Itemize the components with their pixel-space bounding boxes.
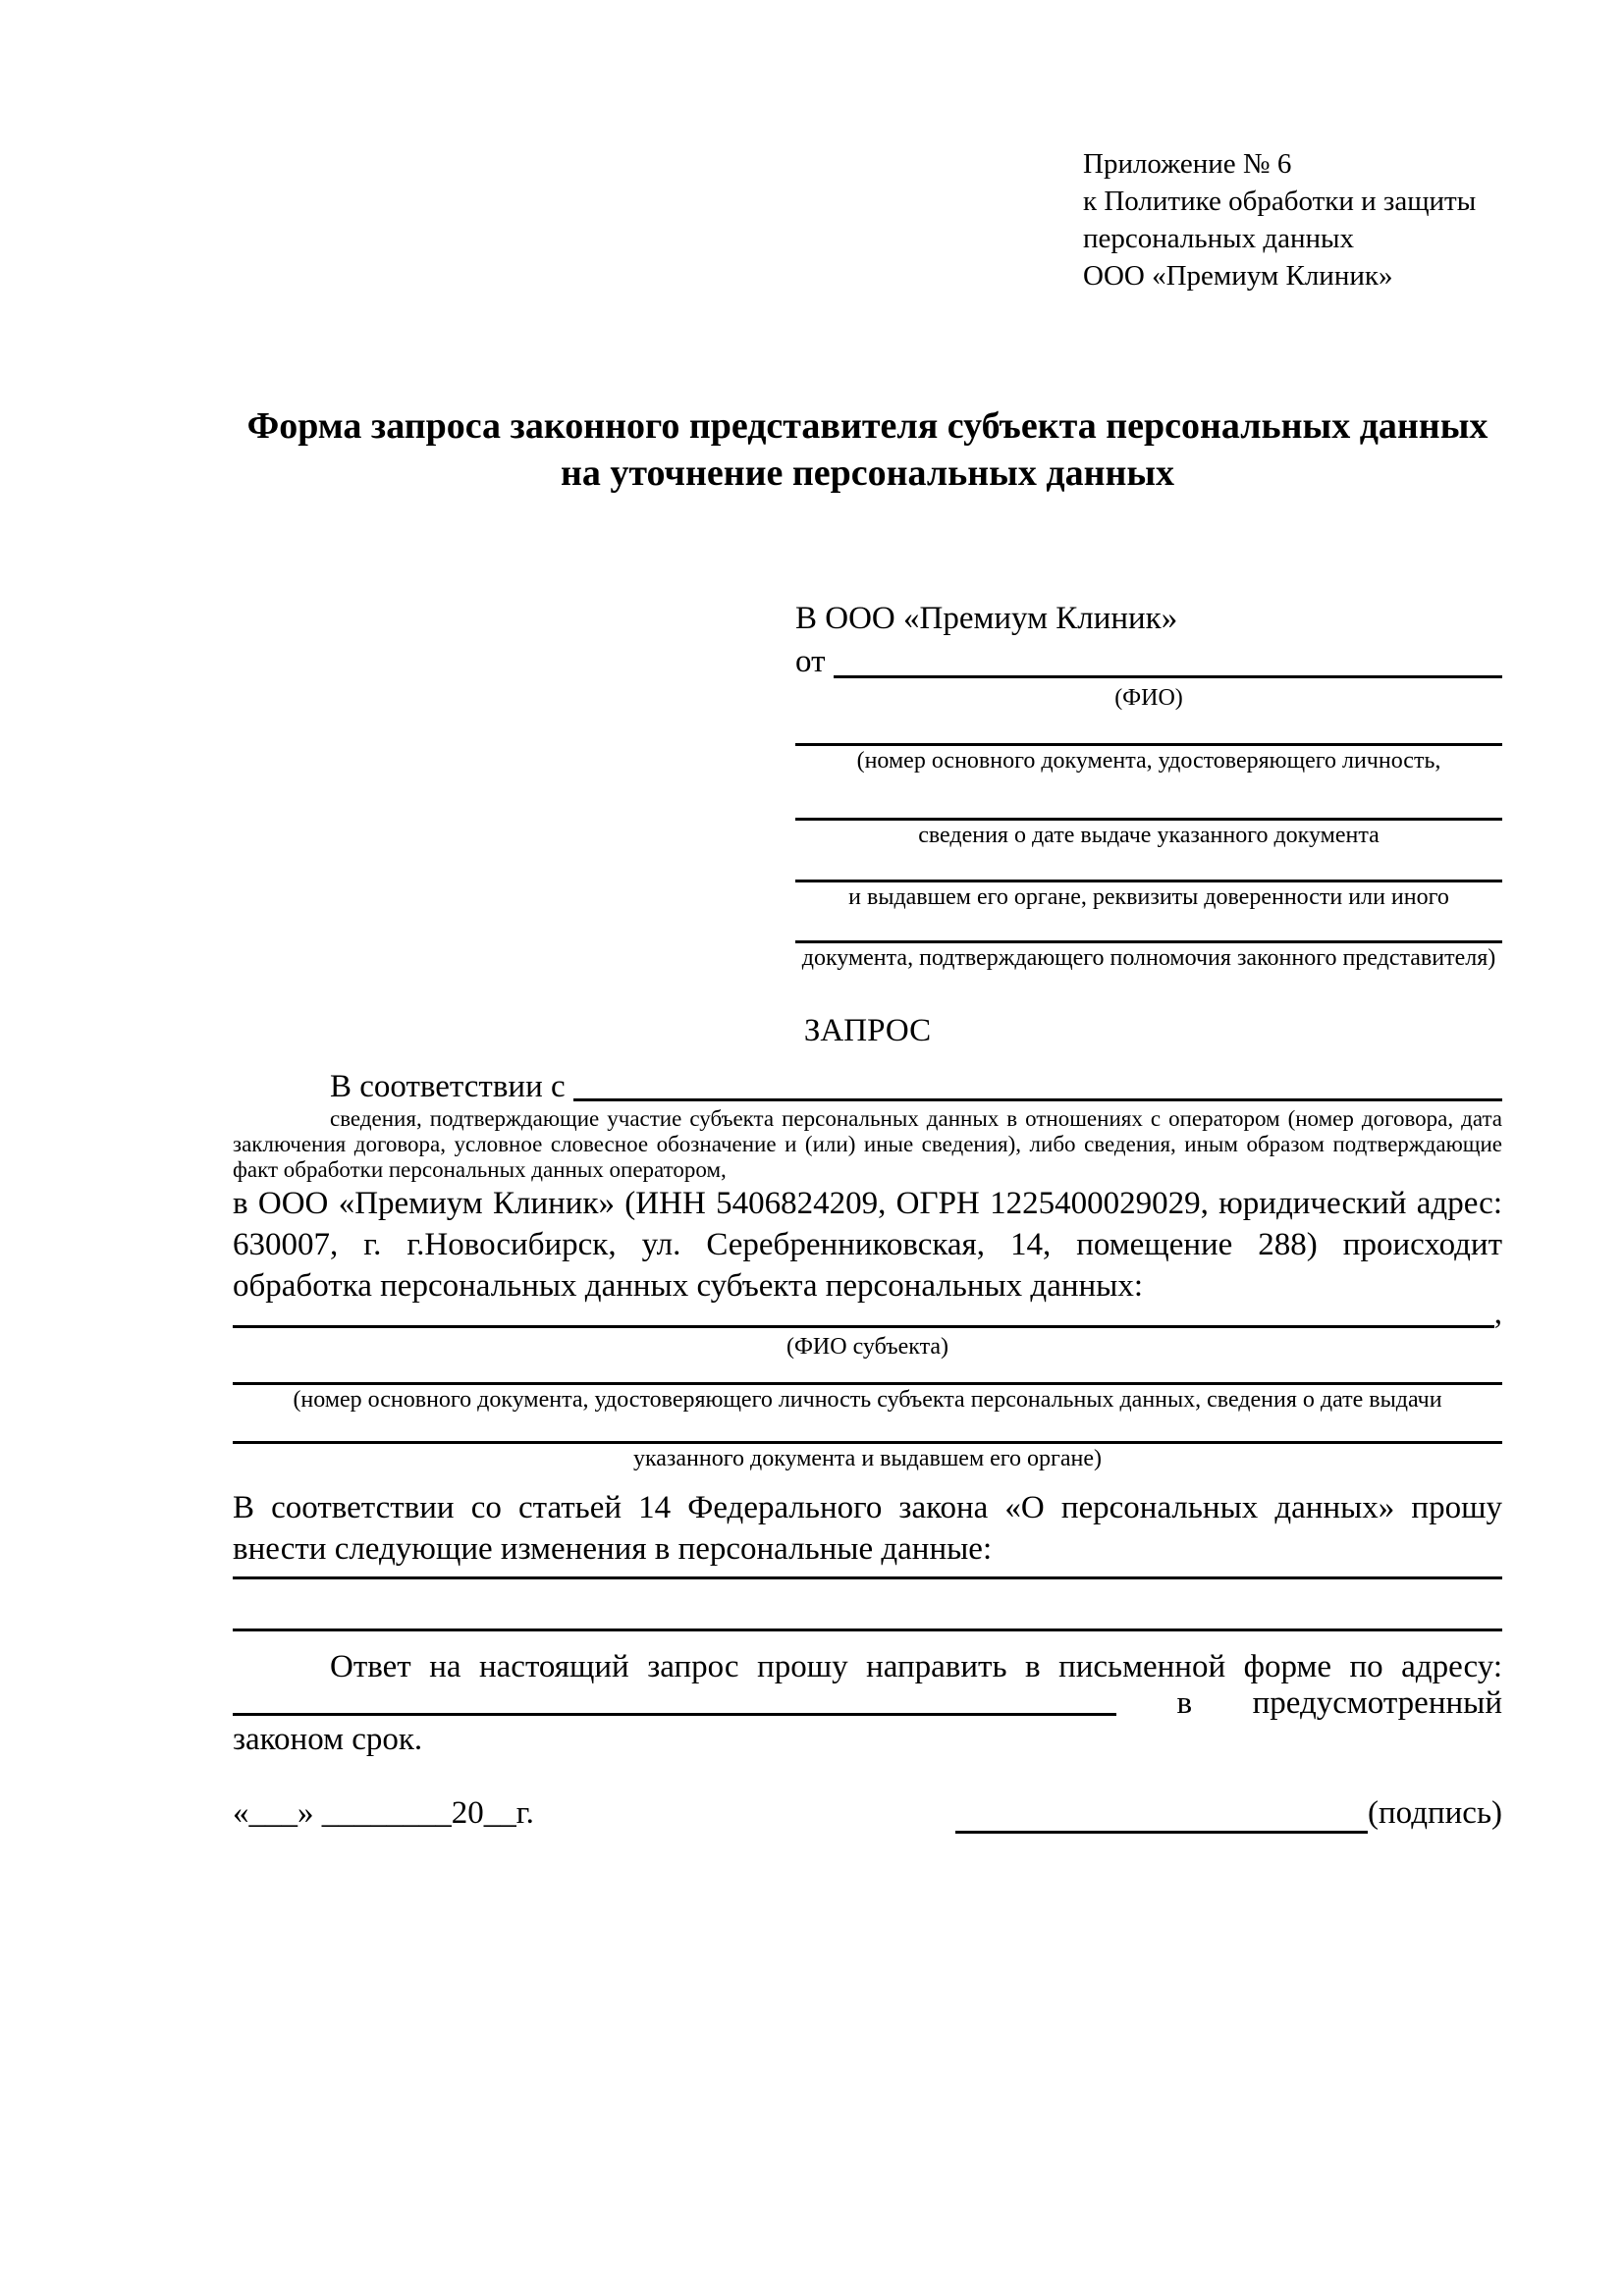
signature-row	[233, 1792, 1502, 1834]
representative-doc-blank-line	[795, 775, 1502, 821]
answer-word: предусмотренный	[1252, 1685, 1502, 1721]
answer-paragraph-line3: законом срок.	[233, 1722, 423, 1757]
subject-doc-blank-line	[233, 1362, 1502, 1385]
from-label: от	[795, 644, 834, 679]
answer-paragraph-line2	[233, 1686, 1502, 1720]
signature-caption: (подпись)	[1368, 1795, 1502, 1831]
addressee-org: В ООО «Премиум Клиник»	[795, 601, 1178, 636]
subject-doc-caption: указанного документа и выдавшем его органе)	[632, 1446, 1103, 1471]
subject-fio-caption: (ФИО субъекта)	[785, 1334, 949, 1360]
comma: ,	[1493, 1296, 1502, 1331]
article-paragraph: В соответствии со статьей 14 Федерального закона «О персональных данных» прошу внести следующие изменения в персональные данные:	[233, 1490, 1502, 1567]
annex-header-line: Приложение № 6	[1083, 148, 1292, 180]
answer-word: в	[1176, 1685, 1193, 1721]
subject-fio-line	[233, 1295, 1502, 1332]
operator-paragraph: в ООО «Премиум Клиник» (ИНН 5406824209, ОГРН 1225400029029, юридический адрес: 630007, г. г.Новосибирск, ул. Серебренниковская, 14, помещение 288) происходит обработка персональных данных субъекта персональных данных:	[233, 1186, 1502, 1304]
signature-blank-line	[955, 1800, 1368, 1834]
annex-header-line: ООО «Премиум Клиник»	[1083, 260, 1393, 292]
answer-paragraph-line1: Ответ на настоящий запрос прошу направить в письменной форме по адресу:	[330, 1649, 1502, 1684]
representative-doc-blank-line	[795, 713, 1502, 746]
representative-doc-blank-line	[795, 912, 1502, 943]
addressee-block	[795, 597, 1502, 973]
blank-caption: и выдавшем его органе, реквизиты доверенности или иного	[848, 884, 1449, 910]
fio-caption: (ФИО)	[1114, 685, 1183, 711]
in-accordance-label: В соответствии с	[330, 1069, 573, 1104]
blank-caption: сведения о дате выдаче указанного документа	[918, 823, 1380, 848]
from-blank-line	[834, 640, 1502, 678]
annex-header-line: персональных данных	[1083, 223, 1355, 254]
annex-header	[1083, 145, 1502, 294]
date-line: «___» ________20__г.	[233, 1795, 534, 1831]
document-title: Форма запроса законного представителя субъекта персональных данных на уточнение персональных данных	[246, 405, 1489, 494]
blank-caption: (номер основного документа, удостоверяющего личность,	[856, 748, 1441, 774]
in-accordance-line	[233, 1067, 1502, 1106]
subject-doc-caption: (номер основного документа, удостоверяющего личность субъекта персональных данных, сведения о дате выдачи	[293, 1387, 1442, 1413]
subject-fio-blank-line	[233, 1295, 1494, 1328]
blank-caption: документа, подтверждающего полномочия законного представителя)	[801, 945, 1496, 971]
changes-blank-line	[233, 1579, 1502, 1631]
footnote-text: сведения, подтверждающие участие субъекта персональных данных в отношениях с оператором (номер договора, дата заключения договора, условное словесное обозначение и (или) иные сведения), либо сведения, иным образом подтверждающие факт обработки персональных данных оператором,	[233, 1106, 1502, 1182]
annex-header-line: к Политике обработки и защиты	[1083, 186, 1477, 217]
subject-doc-blank-line	[233, 1415, 1502, 1444]
signature-group	[955, 1792, 1502, 1834]
address-blank-line	[233, 1713, 1116, 1716]
in-accordance-blank-line	[573, 1067, 1502, 1101]
from-line	[795, 640, 1502, 683]
representative-doc-blank-line	[795, 850, 1502, 882]
request-heading: ЗАПРОС	[803, 1013, 932, 1048]
changes-blank-line	[233, 1570, 1502, 1579]
